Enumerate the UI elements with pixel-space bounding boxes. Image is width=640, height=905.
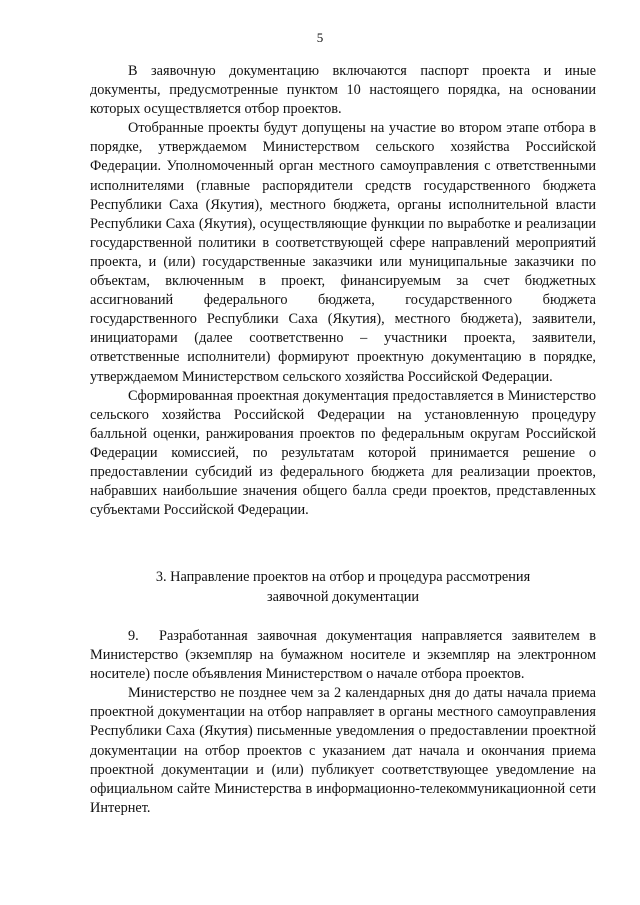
body-text-part1 <box>90 62 596 520</box>
paragraph-selected-projects: Отобранные проекты будут допущены на участие во втором этапе отбора в порядке, утверждаемом Министерством сельского хозяйства Российской Федерации. Уполномоченный орган местного самоуправления с ответственными исполнителями (главные распорядители средств государственного бюджета Республики Саха (Якутия), местного бюджета, органы исполнительной власти Республики Саха (Якутия), осуществляющие функции по выработке и реализации государственной политики в соответствующей сфере направлений мероприятий проекта, и (или) государственные заказчики или муниципальные заказчики по объектам, включенным в проект, финансируемым за счет бюджетных ассигнований федерального бюджета, государственного бюджета государственного Республики Саха (Якутия), местного бюджета), заявители, инициаторами (далее соответственно – участники проекта, заявители, ответственные исполнители) формируют проектную документацию в порядке, утверждаемом Министерством сельского хозяйства Российской Федерации. <box>90 120 596 385</box>
item-9-text: Разработанная заявочная документация направляется заявителем в Министерство (экземпляр на бумажном носителе и экземпляр на электронном носителе) после объявления Министерством о начале отбора проектов. <box>90 628 596 683</box>
paragraph-item-9 <box>90 627 596 684</box>
section-heading-line1: 3. Направление проектов на отбор и процедура рассмотрения <box>155 569 531 585</box>
paragraph-formed-documentation: Сформированная проектная документация предоставляется в Министерство сельского хозяйства Российской Федерации на установленную процедуру балльной оценки, ранжирования проектов по федеральным округам Российской Федерации комиссией, по результатам которой принимается решение о предоставлении субсидий из федерального бюджета для реализации проектов, набравших наибольшие значения общего балла среди проектов, представленных субъектами Российской Федерации. <box>90 387 596 519</box>
section-heading-line2: заявочной документации <box>266 588 420 605</box>
section-heading <box>90 568 596 607</box>
paragraph-application-docs: В заявочную документацию включаются паспорт проекта и иные документы, предусмотренные пунктом 10 настоящего порядка, на основании которых осуществляется отбор проектов. <box>90 63 596 118</box>
body-text-part2 <box>90 627 596 818</box>
page-number: 5 <box>316 30 324 45</box>
item-number: 9. <box>128 628 139 644</box>
paragraph-ministry-notification: Министерство не позднее чем за 2 календарных дня до даты начала приема проектной документации на отбор направляет в органы местного самоуправления Республики Саха (Якутия) письменные уведомления о предоставлении проектной документации на отбор проектов с указанием дат начала и окончания приема проектной документации и (или) публикует соответствующее уведомление на официальном сайте Министерства в информационно-телекоммуникационной сети Интернет. <box>90 685 596 816</box>
